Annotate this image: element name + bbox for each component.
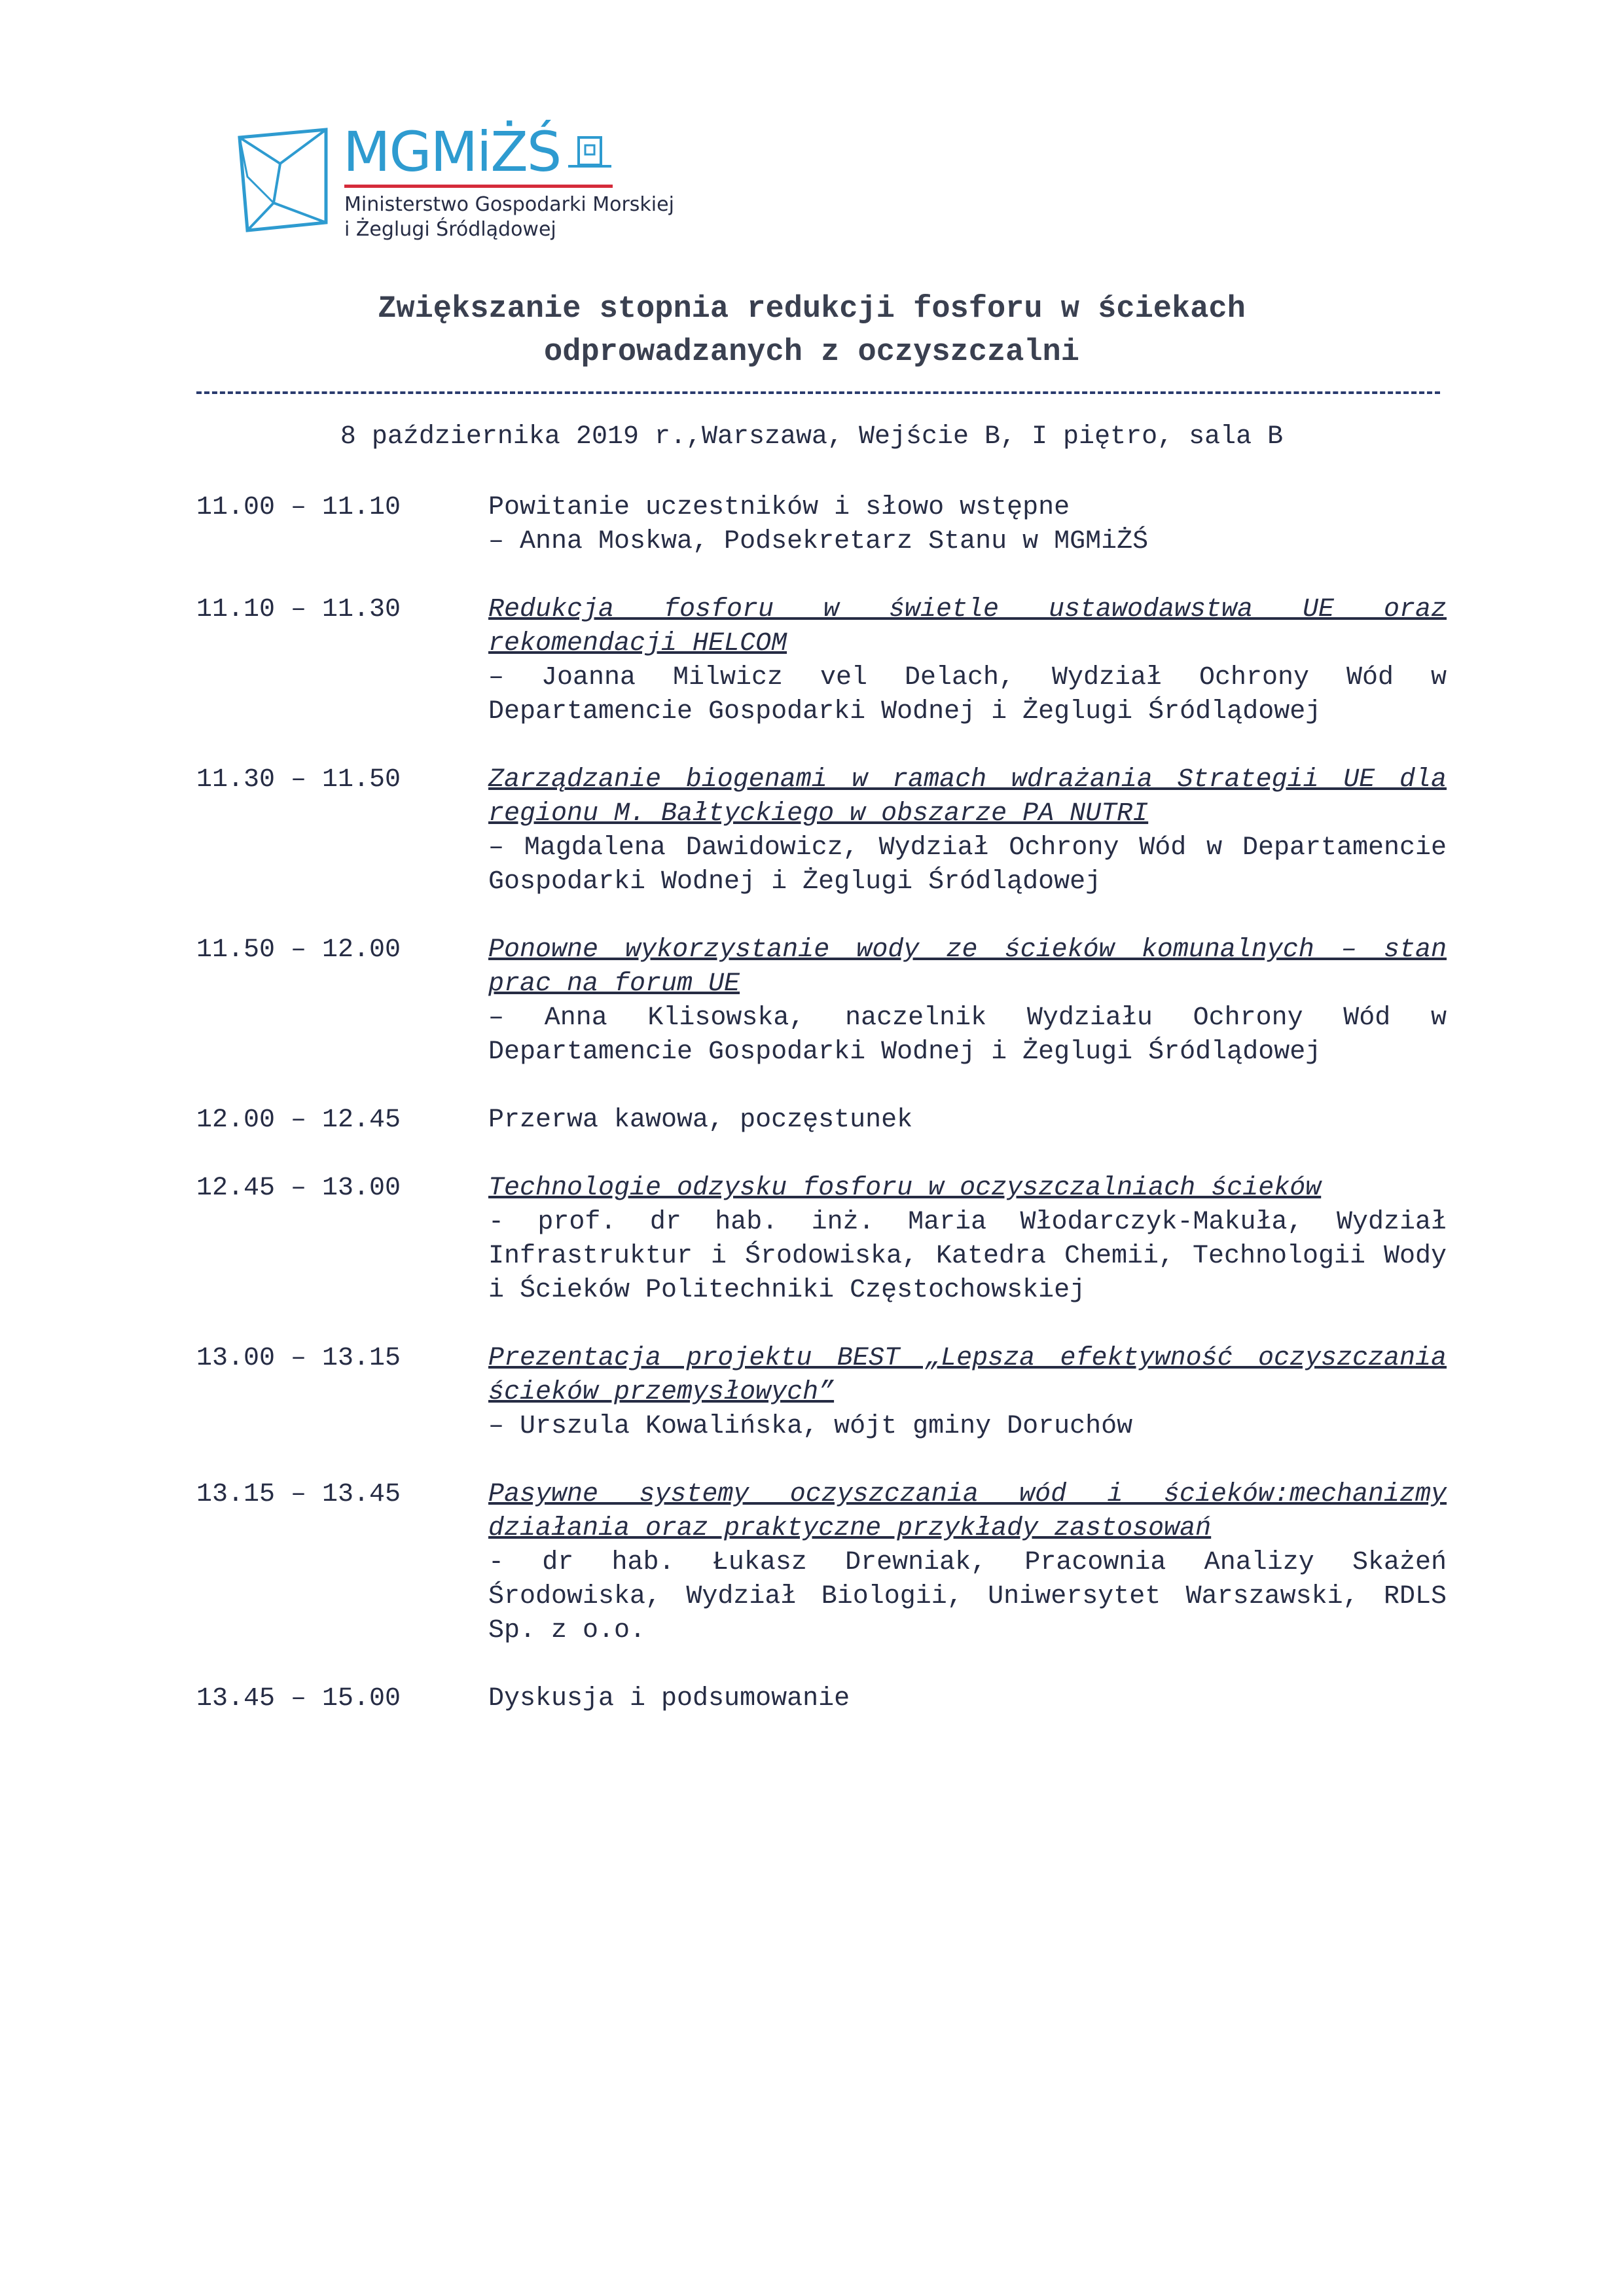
agenda-time: 12.00 – 12.45: [196, 1105, 401, 1135]
agenda-time: 13.45 – 15.00: [196, 1684, 401, 1713]
logo-abbreviation: MGMiŻŚ: [343, 120, 561, 184]
agenda-time: 13.15 – 13.45: [196, 1480, 401, 1509]
agenda-row: [196, 1103, 1447, 1138]
agenda-content: [488, 1342, 1447, 1444]
logo-red-line: [344, 185, 613, 188]
agenda-row: [196, 1342, 1447, 1444]
agenda-time: 11.10 – 11.30: [196, 595, 401, 624]
agenda-content: [488, 1172, 1447, 1308]
agenda-time: 11.00 – 11.10: [196, 493, 401, 522]
title-line-2: odprowadzanych z oczyszczalni: [544, 335, 1079, 370]
agenda-content: [488, 1103, 1447, 1138]
agenda-content: [488, 1682, 1447, 1716]
agenda-plain: Przerwa kawowa, poczęstunek: [488, 1105, 913, 1135]
agenda-content: [488, 491, 1447, 559]
agenda-row: [196, 1172, 1447, 1308]
agenda-content: [488, 763, 1447, 899]
agenda-topic: Zarządzanie biogenami w ramach wdrażania Strategii UE dla regionu M. Bałtyckiego w obszarze PA NUTRI: [488, 765, 1447, 829]
agenda-row: [196, 763, 1447, 899]
agenda-content: [488, 1478, 1447, 1648]
agenda-content: [488, 933, 1447, 1069]
agenda-topic: Ponowne wykorzystanie wody ze ścieków komunalnych – stan prac na forum UE: [488, 935, 1447, 999]
agenda-row: [196, 593, 1447, 729]
agenda-time: 13.00 – 13.15: [196, 1344, 401, 1373]
agenda-content: [488, 593, 1447, 729]
agenda-row: [196, 1682, 1447, 1716]
logo-emblem-icon: [234, 124, 339, 236]
agenda-topic: Redukcja fosforu w świetle ustawodawstwa UE oraz rekomendacji HELCOM: [488, 595, 1447, 658]
agenda-list: [196, 491, 1447, 1750]
agenda-time: 12.45 – 13.00: [196, 1174, 401, 1203]
agenda-time: 11.30 – 11.50: [196, 765, 401, 795]
agenda-speaker: - prof. dr hab. inż. Maria Włodarczyk-Makuła, Wydział Infrastruktur i Środowiska, Katedra Chemii, Technologii Wody i Ścieków Politechniki Częstochowskiej: [488, 1208, 1447, 1305]
agenda-speaker: – Anna Klisowska, naczelnik Wydziału Ochrony Wód w Departamencie Gospodarki Wodnej i Żeglugi Śródlądowej: [488, 1003, 1447, 1067]
agenda-speaker: – Anna Moskwa, Podsekretarz Stanu w MGMiŻŚ: [488, 527, 1149, 556]
agenda-speaker: – Magdalena Dawidowicz, Wydział Ochrony Wód w Departamencie Gospodarki Wodnej i Żeglugi Śródlądowej: [488, 833, 1447, 897]
logo-name-line-2: i Żeglugi Śródlądowej: [344, 218, 556, 241]
ship-icon: [567, 131, 613, 177]
dashed-divider: [196, 391, 1440, 394]
logo-ministry-name: [344, 192, 674, 242]
agenda-row: [196, 933, 1447, 1069]
agenda-speaker: - dr hab. Łukasz Drewniak, Pracownia Analizy Skażeń Środowiska, Wydział Biologii, Uniwersytet Warszawski, RDLS Sp. z o.o.: [488, 1548, 1447, 1645]
agenda-topic: Prezentacja projektu BEST „Lepsza efektywność oczyszczania ścieków przemysłowych”: [488, 1344, 1447, 1407]
agenda-row: [196, 1478, 1447, 1648]
agenda-plain: Powitanie uczestników i słowo wstępne: [488, 493, 1070, 522]
agenda-plain: Dyskusja i podsumowanie: [488, 1684, 850, 1713]
ministry-logo: [234, 120, 674, 242]
title-line-1: Zwiększanie stopnia redukcji fosforu w ściekach: [378, 292, 1246, 327]
event-date-location: 8 października 2019 r.,Warszawa, Wejście B, I piętro, sala B: [340, 422, 1284, 452]
agenda-time: 11.50 – 12.00: [196, 935, 401, 965]
agenda-speaker: – Urszula Kowalińska, wójt gminy Doruchów: [488, 1412, 1133, 1441]
agenda-topic: Pasywne systemy oczyszczania wód i ścieków:mechanizmy działania oraz praktyczne przykłady zastosowań: [488, 1480, 1447, 1543]
agenda-row: [196, 491, 1447, 559]
agenda-speaker: – Joanna Milwicz vel Delach, Wydział Ochrony Wód w Departamencie Gospodarki Wodnej i Żeglugi Śródlądowej: [488, 663, 1447, 726]
agenda-topic: Technologie odzysku fosforu w oczyszczalniach ścieków: [488, 1174, 1322, 1203]
page-title: [118, 288, 1506, 374]
logo-name-line-1: Ministerstwo Gospodarki Morskiej: [344, 193, 674, 216]
